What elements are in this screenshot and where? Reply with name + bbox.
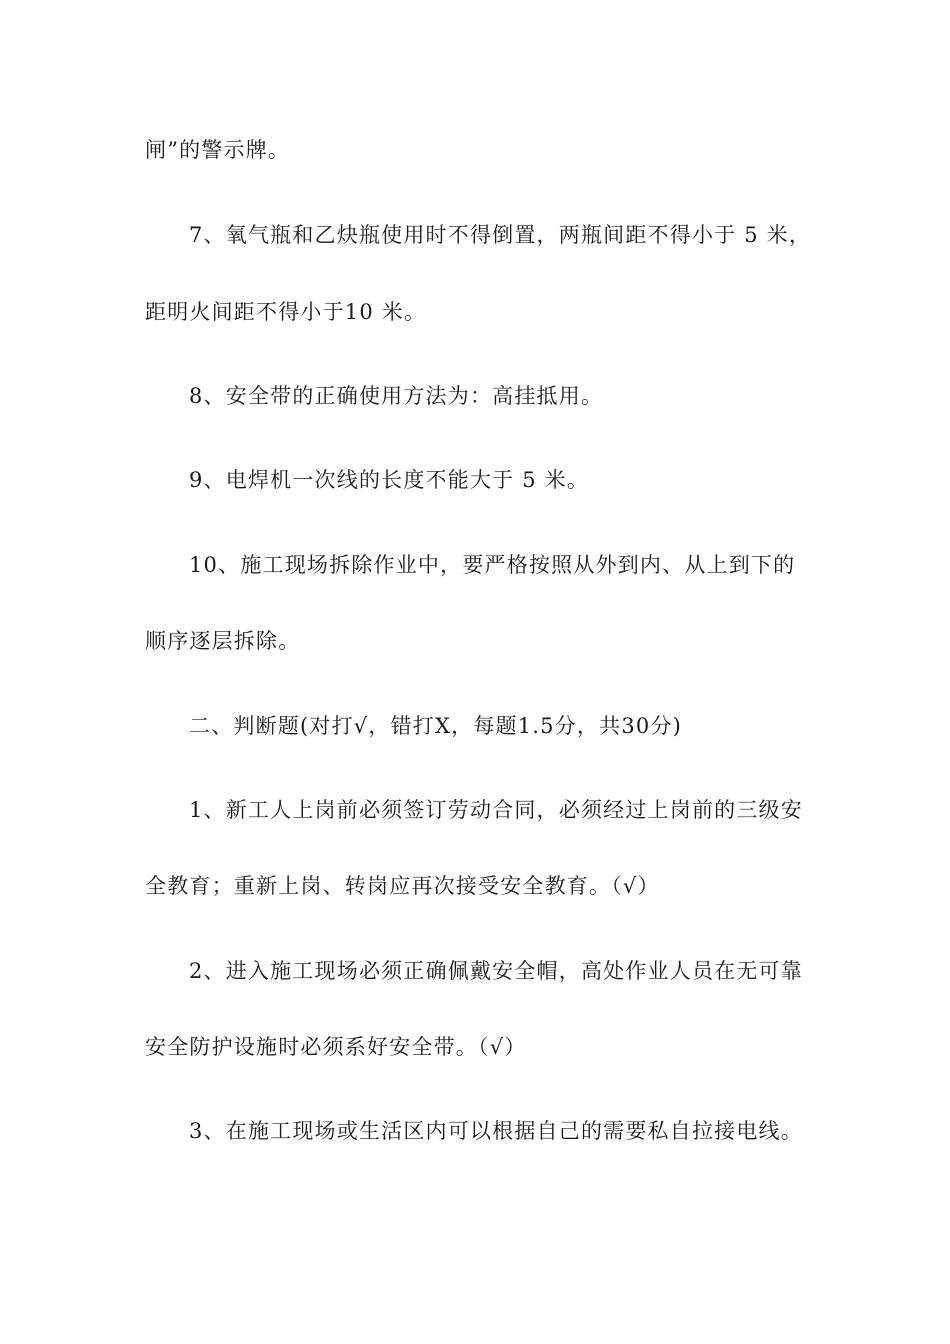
paragraph-line: 9、电焊机一次线的长度不能大于 5 米。 xyxy=(189,468,590,492)
paragraph-line: 距明火间距不得小于10 米。 xyxy=(145,300,427,324)
paragraph-line: 10、施工现场拆除作业中，要严格按照从外到内、从上到下的 xyxy=(189,553,796,577)
paragraph-line: 7、氧气瓶和乙炔瓶使用时不得倒置，两瓶间距不得小于 5 米， xyxy=(189,223,812,247)
paragraph-line: 2、进入施工现场必须正确佩戴安全帽，高处作业人员在无可靠 xyxy=(189,959,803,983)
paragraph-line: 全教育；重新上岗、转岗应再次接受安全教育。（√） xyxy=(145,874,660,898)
paragraph-line: 安全防护设施时必须系好安全带。（√） xyxy=(145,1035,527,1059)
paragraph-line: 闸”的警示牌。 xyxy=(145,138,291,162)
section-heading: 二、判断题(对打√，错打X，每题1.5分，共30分) xyxy=(189,714,683,738)
paragraph-line: 1、新工人上岗前必须签订劳动合同，必须经过上岗前的三级安 xyxy=(189,798,803,822)
paragraph-line: 8、安全带的正确使用方法为：高挂抵用。 xyxy=(189,384,604,408)
paragraph-line: 顺序逐层拆除。 xyxy=(145,629,301,653)
paragraph-line: 3、在施工现场或生活区内可以根据自己的需要私自拉接电线。 xyxy=(189,1119,803,1143)
